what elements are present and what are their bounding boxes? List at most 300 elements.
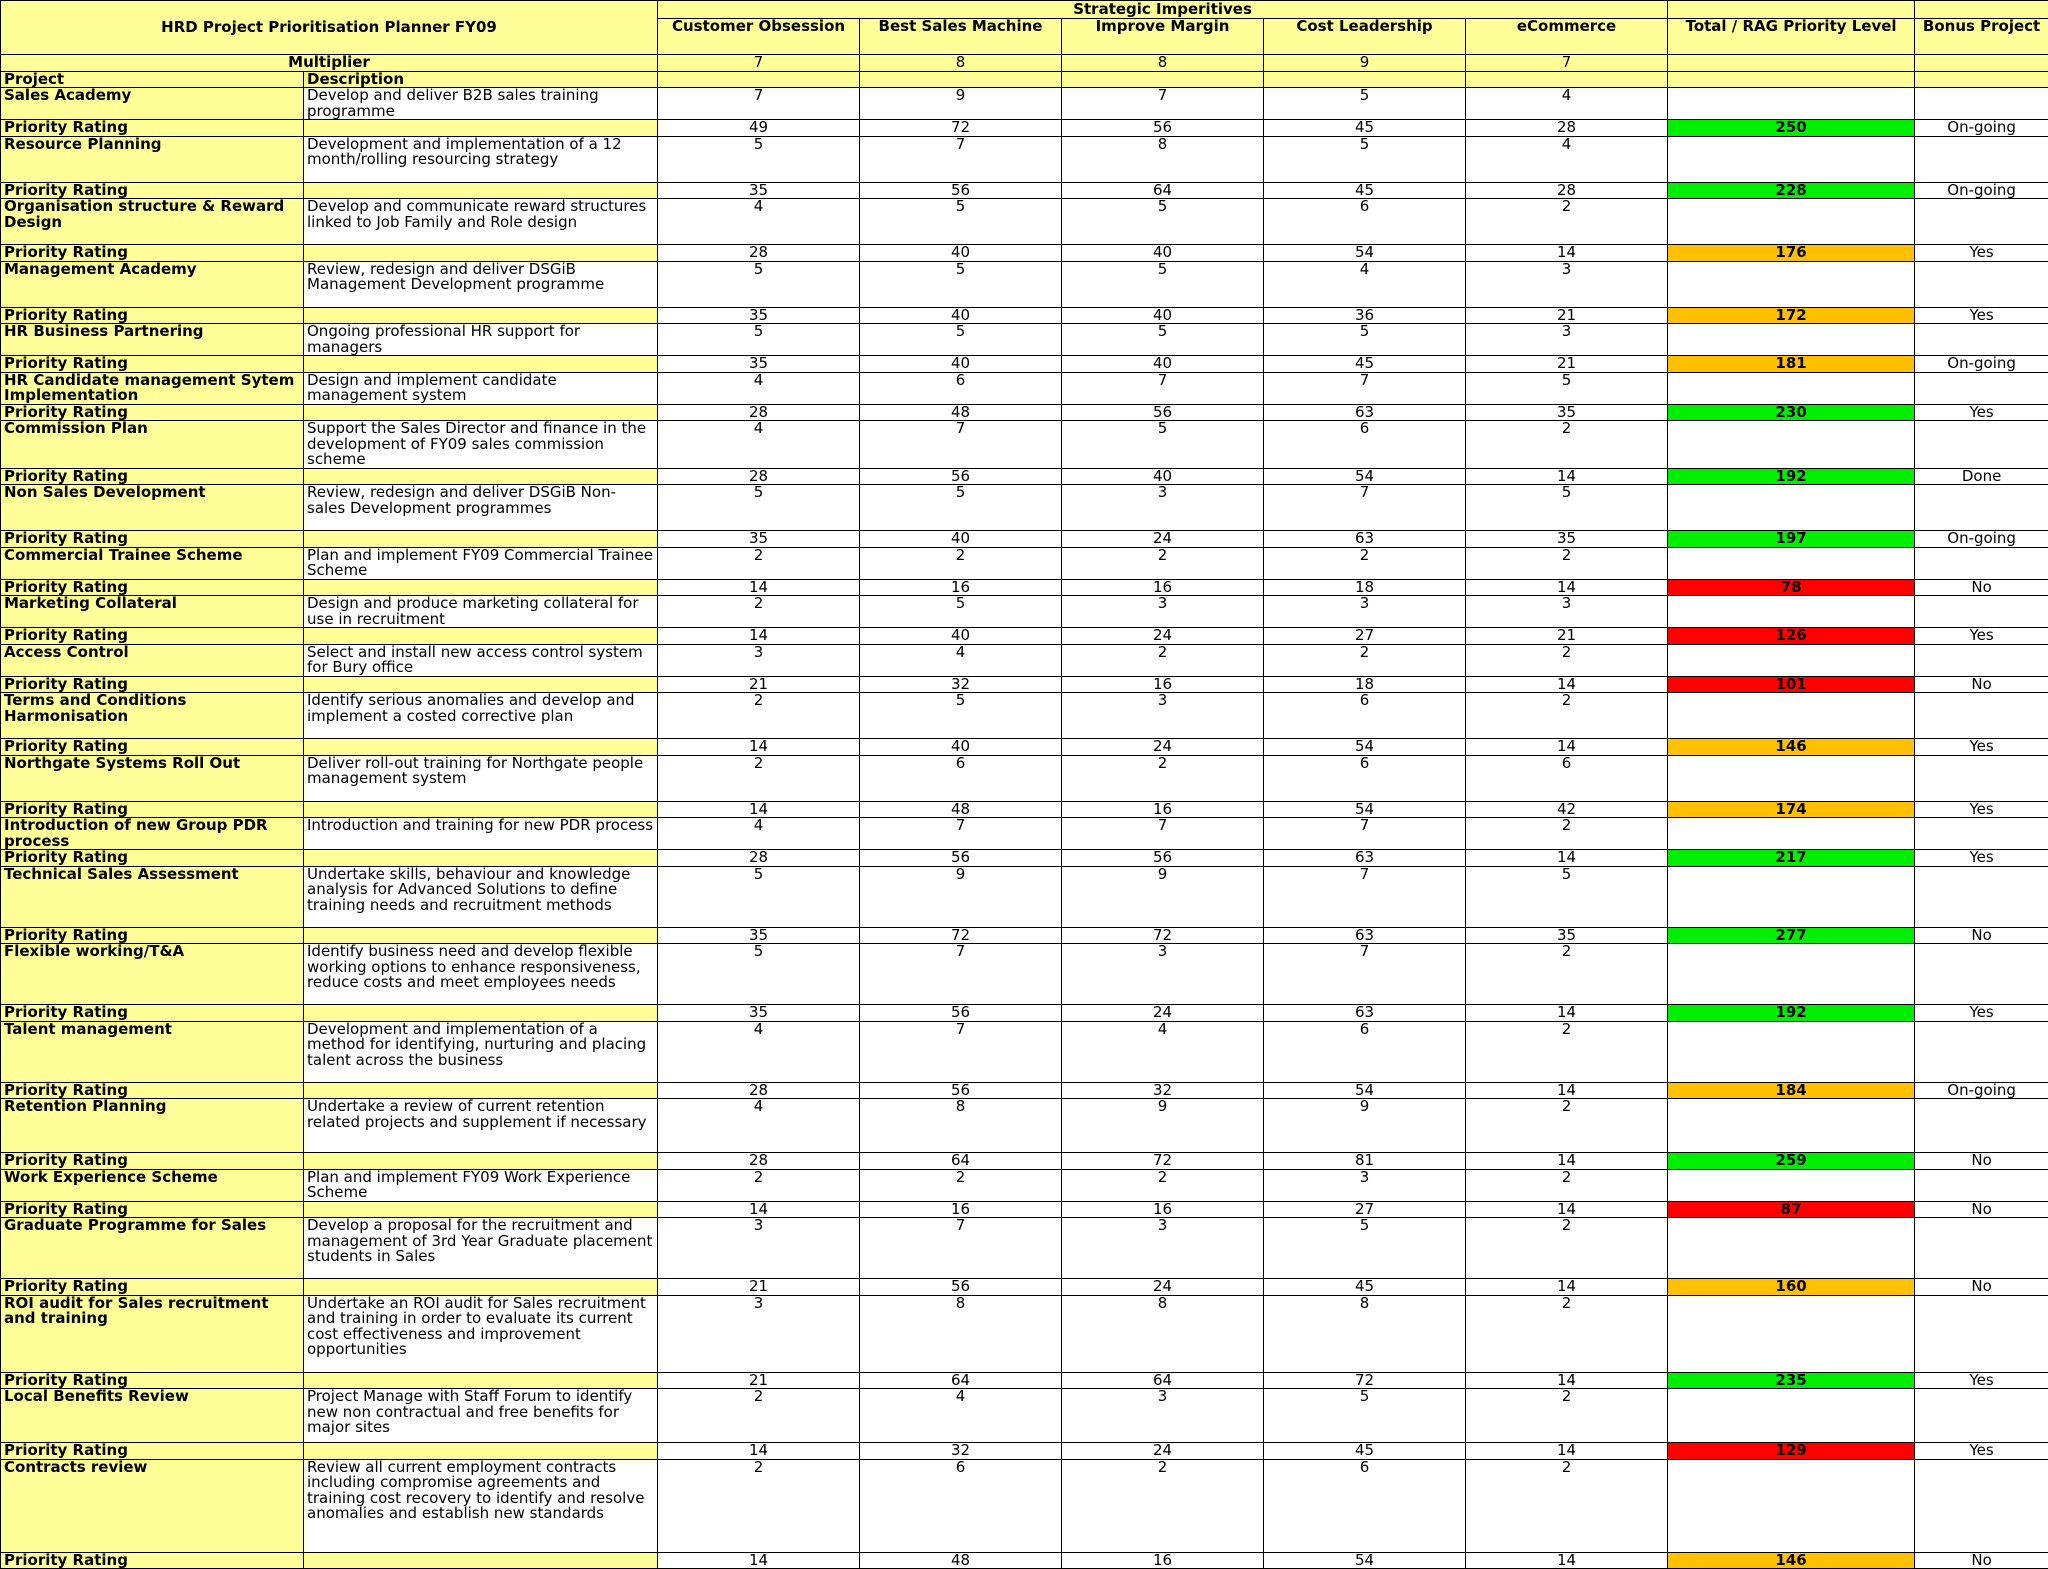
score-cell: 3 (1264, 596, 1466, 628)
rating-cell: 40 (860, 531, 1062, 548)
bonus-status: No (1915, 1201, 2048, 1218)
project-name: Retention Planning (1, 1099, 304, 1153)
blank-cell (1668, 818, 1915, 850)
priority-rating-row (1, 676, 2048, 693)
bonus-status: Yes (1915, 404, 2048, 421)
rag-total: 250 (1668, 120, 1915, 137)
rating-cell: 28 (658, 468, 860, 485)
score-cell: 4 (658, 1021, 860, 1082)
project-name: Technical Sales Assessment (1, 866, 304, 927)
project-name: Graduate Programme for Sales (1, 1218, 304, 1279)
score-cell: 5 (860, 324, 1062, 356)
score-cell: 6 (1264, 421, 1466, 469)
rating-cell: 14 (658, 739, 860, 756)
rating-cell: 14 (1466, 676, 1668, 693)
rating-cell: 48 (860, 801, 1062, 818)
priority-rating-row (1, 120, 2048, 137)
rating-cell: 35 (658, 182, 860, 199)
rag-total: 146 (1668, 739, 1915, 756)
column-header: Improve Margin (1062, 19, 1264, 55)
project-description: Introduction and training for new PDR process (304, 818, 658, 850)
blank-cell (1668, 866, 1915, 927)
priority-rating-label: Priority Rating (1, 1552, 304, 1569)
project-description: Develop and communicate reward structures linked to Job Family and Role design (304, 199, 658, 245)
project-description: Deliver roll-out training for Northgate people management system (304, 755, 658, 801)
priority-rating-row (1, 1552, 2048, 1569)
blank-cell (1915, 1, 2048, 19)
blank-cell (304, 1552, 658, 1569)
priority-rating-row (1, 927, 2048, 944)
priority-rating-label: Priority Rating (1, 579, 304, 596)
blank-cell (1668, 547, 1915, 579)
rating-cell: 16 (860, 1201, 1062, 1218)
multiplier-value: 8 (860, 55, 1062, 72)
rating-cell: 42 (1466, 801, 1668, 818)
project-name: Sales Academy (1, 88, 304, 120)
blank-cell (1915, 1389, 2048, 1443)
bonus-status: Yes (1915, 801, 2048, 818)
score-cell: 9 (860, 88, 1062, 120)
rag-total: 192 (1668, 1005, 1915, 1022)
bonus-status: On-going (1915, 182, 2048, 199)
score-cell: 6 (860, 755, 1062, 801)
priority-rating-row (1, 850, 2048, 867)
blank-cell (304, 579, 658, 596)
score-cell: 5 (1062, 261, 1264, 307)
column-header: Cost Leadership (1264, 19, 1466, 55)
project-name: Work Experience Scheme (1, 1169, 304, 1201)
rating-cell: 40 (1062, 245, 1264, 262)
rating-cell: 14 (1466, 850, 1668, 867)
project-description: Review, redesign and deliver DSGiB Management Development programme (304, 261, 658, 307)
score-cell: 4 (658, 1099, 860, 1153)
score-cell: 7 (860, 1218, 1062, 1279)
rating-cell: 28 (1466, 120, 1668, 137)
blank-cell (1264, 71, 1466, 88)
rating-cell: 54 (1264, 245, 1466, 262)
score-cell: 2 (1466, 693, 1668, 739)
rating-cell: 54 (1264, 739, 1466, 756)
rating-cell: 24 (1062, 1279, 1264, 1296)
blank-cell (1915, 261, 2048, 307)
rating-cell: 35 (1466, 531, 1668, 548)
rating-cell: 14 (1466, 1005, 1668, 1022)
blank-cell (304, 676, 658, 693)
project-description: Develop and deliver B2B sales training programme (304, 88, 658, 120)
priority-rating-label: Priority Rating (1, 120, 304, 137)
score-cell: 2 (1466, 644, 1668, 676)
priority-rating-label: Priority Rating (1, 356, 304, 373)
project-name: HR Candidate management Sytem Implementation (1, 372, 304, 404)
project-row (1, 1295, 2048, 1372)
rating-cell: 28 (1466, 182, 1668, 199)
score-cell: 6 (860, 1459, 1062, 1552)
rating-cell: 16 (860, 579, 1062, 596)
bonus-status: Yes (1915, 739, 2048, 756)
rating-cell: 14 (1466, 468, 1668, 485)
project-row (1, 755, 2048, 801)
rating-cell: 54 (1264, 1082, 1466, 1099)
rating-cell: 21 (658, 676, 860, 693)
blank-cell (1668, 372, 1915, 404)
project-row (1, 1459, 2048, 1552)
project-row (1, 485, 2048, 531)
priority-rating-row (1, 531, 2048, 548)
priority-rating-label: Priority Rating (1, 628, 304, 645)
blank-cell (1668, 944, 1915, 1005)
score-cell: 3 (658, 1295, 860, 1372)
rating-cell: 14 (658, 579, 860, 596)
rating-cell: 40 (860, 307, 1062, 324)
rating-cell: 45 (1264, 1279, 1466, 1296)
score-cell: 3 (1062, 596, 1264, 628)
project-column-label: Project (1, 71, 304, 88)
bonus-status: Yes (1915, 1443, 2048, 1460)
rating-cell: 35 (1466, 404, 1668, 421)
priority-rating-label: Priority Rating (1, 1443, 304, 1460)
rating-cell: 14 (1466, 1153, 1668, 1170)
score-cell: 5 (1062, 421, 1264, 469)
rating-cell: 21 (1466, 307, 1668, 324)
blank-cell (1668, 199, 1915, 245)
blank-cell (1915, 1099, 2048, 1153)
priority-rating-row (1, 182, 2048, 199)
score-cell: 5 (658, 324, 860, 356)
bonus-status: No (1915, 1552, 2048, 1569)
priority-rating-row (1, 245, 2048, 262)
priority-rating-row (1, 1201, 2048, 1218)
rating-cell: 27 (1264, 1201, 1466, 1218)
rating-cell: 48 (860, 1552, 1062, 1569)
score-cell: 5 (860, 199, 1062, 245)
score-cell: 6 (1264, 755, 1466, 801)
blank-cell (1668, 755, 1915, 801)
rating-cell: 35 (658, 927, 860, 944)
sheet-title: HRD Project Prioritisation Planner FY09 (1, 1, 658, 55)
score-cell: 6 (1264, 1021, 1466, 1082)
score-cell: 9 (1062, 1099, 1264, 1153)
project-description: Plan and implement FY09 Commercial Trainee Scheme (304, 547, 658, 579)
blank-cell (1466, 71, 1668, 88)
priority-rating-label: Priority Rating (1, 801, 304, 818)
column-header: Best Sales Machine (860, 19, 1062, 55)
score-cell: 3 (1062, 1218, 1264, 1279)
project-row (1, 1169, 2048, 1201)
blank-cell (1915, 372, 2048, 404)
rating-cell: 32 (860, 676, 1062, 693)
priority-rating-row (1, 628, 2048, 645)
project-name: Talent management (1, 1021, 304, 1082)
score-cell: 2 (1466, 199, 1668, 245)
priority-rating-row (1, 1082, 2048, 1099)
blank-cell (1668, 88, 1915, 120)
bonus-status: No (1915, 1279, 2048, 1296)
priority-rating-row (1, 1005, 2048, 1022)
priority-rating-label: Priority Rating (1, 1005, 304, 1022)
rating-cell: 72 (860, 927, 1062, 944)
score-cell: 4 (658, 199, 860, 245)
blank-cell (1668, 1295, 1915, 1372)
score-cell: 2 (1466, 1169, 1668, 1201)
multiplier-value: 8 (1062, 55, 1264, 72)
project-name: Contracts review (1, 1459, 304, 1552)
rag-total: 87 (1668, 1201, 1915, 1218)
blank-cell (304, 404, 658, 421)
rating-cell: 16 (1062, 676, 1264, 693)
rag-total: 192 (1668, 468, 1915, 485)
score-cell: 4 (1466, 88, 1668, 120)
project-description: Development and implementation of a method for identifying, nurturing and placing talent across the business (304, 1021, 658, 1082)
rating-cell: 16 (1062, 801, 1264, 818)
blank-cell (304, 1372, 658, 1389)
rating-cell: 28 (658, 404, 860, 421)
rating-cell: 45 (1264, 182, 1466, 199)
blank-cell (1668, 596, 1915, 628)
score-cell: 7 (860, 944, 1062, 1005)
blank-cell (304, 468, 658, 485)
rating-cell: 72 (1062, 927, 1264, 944)
project-row (1, 866, 2048, 927)
blank-cell (1668, 55, 1915, 72)
rating-cell: 32 (860, 1443, 1062, 1460)
score-cell: 2 (860, 547, 1062, 579)
column-header: Customer Obsession (658, 19, 860, 55)
rating-cell: 16 (1062, 1201, 1264, 1218)
blank-cell (1668, 261, 1915, 307)
project-description: Plan and implement FY09 Work Experience Scheme (304, 1169, 658, 1201)
project-description: Select and install new access control system for Bury office (304, 644, 658, 676)
rating-cell: 14 (658, 628, 860, 645)
project-row (1, 547, 2048, 579)
blank-cell (658, 71, 860, 88)
blank-cell (1915, 1218, 2048, 1279)
priority-rating-row (1, 801, 2048, 818)
rating-cell: 24 (1062, 531, 1264, 548)
blank-cell (1668, 644, 1915, 676)
rating-cell: 63 (1264, 927, 1466, 944)
blank-cell (1668, 421, 1915, 469)
score-cell: 3 (1062, 485, 1264, 531)
score-cell: 5 (1466, 866, 1668, 927)
priority-rating-row (1, 739, 2048, 756)
rating-cell: 32 (1062, 1082, 1264, 1099)
rating-cell: 28 (658, 1082, 860, 1099)
bonus-status: Yes (1915, 1372, 2048, 1389)
rating-cell: 40 (860, 356, 1062, 373)
rating-cell: 28 (658, 1153, 860, 1170)
project-row (1, 261, 2048, 307)
rating-cell: 16 (1062, 579, 1264, 596)
rating-cell: 21 (1466, 356, 1668, 373)
score-cell: 4 (658, 421, 860, 469)
score-cell: 7 (860, 1021, 1062, 1082)
score-cell: 5 (658, 485, 860, 531)
priority-rating-row (1, 356, 2048, 373)
rating-cell: 40 (860, 245, 1062, 262)
rating-cell: 64 (860, 1372, 1062, 1389)
rating-cell: 63 (1264, 850, 1466, 867)
priority-rating-label: Priority Rating (1, 1153, 304, 1170)
blank-cell (1668, 1, 1915, 19)
blank-cell (1915, 596, 2048, 628)
blank-cell (1668, 1218, 1915, 1279)
rag-total: 235 (1668, 1372, 1915, 1389)
project-description: Develop a proposal for the recruitment and management of 3rd Year Graduate placement students in Sales (304, 1218, 658, 1279)
bonus-status: On-going (1915, 531, 2048, 548)
priority-rating-row (1, 1372, 2048, 1389)
score-cell: 8 (1062, 1295, 1264, 1372)
project-row (1, 372, 2048, 404)
total-header: Total / RAG Priority Level (1668, 19, 1915, 55)
strategic-imperatives-header: Strategic Imperitives (658, 1, 1668, 19)
multiplier-value: 7 (1466, 55, 1668, 72)
rag-total: 230 (1668, 404, 1915, 421)
score-cell: 6 (1264, 1459, 1466, 1552)
score-cell: 5 (1264, 324, 1466, 356)
score-cell: 5 (658, 261, 860, 307)
blank-cell (1915, 644, 2048, 676)
score-cell: 2 (658, 547, 860, 579)
blank-cell (304, 850, 658, 867)
bonus-status: No (1915, 927, 2048, 944)
score-cell: 5 (658, 866, 860, 927)
rating-cell: 56 (860, 1082, 1062, 1099)
rag-total: 174 (1668, 801, 1915, 818)
project-description: Undertake skills, behaviour and knowledge analysis for Advanced Solutions to define training needs and recruitment methods (304, 866, 658, 927)
blank-cell (1915, 136, 2048, 182)
score-cell: 7 (658, 88, 860, 120)
priority-rating-row (1, 307, 2048, 324)
score-cell: 3 (658, 644, 860, 676)
score-cell: 5 (860, 485, 1062, 531)
rating-cell: 18 (1264, 676, 1466, 693)
score-cell: 2 (658, 596, 860, 628)
blank-cell (304, 628, 658, 645)
score-cell: 2 (658, 755, 860, 801)
project-description: Identify business need and develop flexible working options to enhance responsiveness, reduce costs and meet employees needs (304, 944, 658, 1005)
score-cell: 2 (658, 693, 860, 739)
score-cell: 3 (1264, 1169, 1466, 1201)
rating-cell: 45 (1264, 120, 1466, 137)
blank-cell (1915, 485, 2048, 531)
rating-cell: 35 (658, 531, 860, 548)
score-cell: 4 (1466, 136, 1668, 182)
rating-cell: 40 (860, 739, 1062, 756)
project-row (1, 1021, 2048, 1082)
score-cell: 2 (1466, 1021, 1668, 1082)
priority-rating-label: Priority Rating (1, 850, 304, 867)
priority-rating-label: Priority Rating (1, 531, 304, 548)
blank-cell (1915, 818, 2048, 850)
bonus-status: Yes (1915, 307, 2048, 324)
score-cell: 2 (1466, 1099, 1668, 1153)
rating-cell: 36 (1264, 307, 1466, 324)
rating-cell: 35 (1466, 927, 1668, 944)
bonus-status: Yes (1915, 850, 2048, 867)
blank-cell (1915, 88, 2048, 120)
project-description: Undertake a review of current retention related projects and supplement if necessary (304, 1099, 658, 1153)
priority-rating-label: Priority Rating (1, 676, 304, 693)
score-cell: 2 (1466, 1459, 1668, 1552)
project-name: ROI audit for Sales recruitment and training (1, 1295, 304, 1372)
score-cell: 3 (1062, 1389, 1264, 1443)
blank-cell (1668, 1099, 1915, 1153)
score-cell: 5 (1264, 1389, 1466, 1443)
blank-cell (1915, 944, 2048, 1005)
rating-cell: 16 (1062, 1552, 1264, 1569)
column-header: eCommerce (1466, 19, 1668, 55)
score-cell: 4 (860, 1389, 1062, 1443)
rag-total: 172 (1668, 307, 1915, 324)
priority-rating-label: Priority Rating (1, 182, 304, 199)
blank-cell (304, 356, 658, 373)
rating-cell: 28 (658, 245, 860, 262)
project-row (1, 136, 2048, 182)
priority-rating-label: Priority Rating (1, 1372, 304, 1389)
project-name: Non Sales Development (1, 485, 304, 531)
score-cell: 7 (1264, 818, 1466, 850)
bonus-status: Done (1915, 468, 2048, 485)
priority-rating-row (1, 404, 2048, 421)
score-cell: 2 (1062, 1169, 1264, 1201)
rag-total: 129 (1668, 1443, 1915, 1460)
rating-cell: 40 (1062, 356, 1264, 373)
bonus-status: No (1915, 579, 2048, 596)
score-cell: 5 (860, 596, 1062, 628)
score-cell: 4 (1264, 261, 1466, 307)
priority-rating-label: Priority Rating (1, 245, 304, 262)
score-cell: 2 (860, 1169, 1062, 1201)
project-row (1, 693, 2048, 739)
rag-total: 146 (1668, 1552, 1915, 1569)
priority-rating-label: Priority Rating (1, 1279, 304, 1296)
rag-total: 181 (1668, 356, 1915, 373)
project-name: Introduction of new Group PDR process (1, 818, 304, 850)
multiplier-label: Multiplier (1, 55, 658, 72)
score-cell: 6 (860, 372, 1062, 404)
blank-cell (304, 307, 658, 324)
rating-cell: 49 (658, 120, 860, 137)
priority-rating-row (1, 1443, 2048, 1460)
project-name: Flexible working/T&A (1, 944, 304, 1005)
blank-cell (1915, 1169, 2048, 1201)
project-name: Terms and Conditions Harmonisation (1, 693, 304, 739)
bonus-status: On-going (1915, 356, 2048, 373)
project-row (1, 1099, 2048, 1153)
project-description: Ongoing professional HR support for managers (304, 324, 658, 356)
score-cell: 2 (1264, 644, 1466, 676)
blank-cell (304, 1153, 658, 1170)
rating-cell: 64 (1062, 1372, 1264, 1389)
description-column-label: Description (304, 71, 658, 88)
score-cell: 7 (1062, 88, 1264, 120)
priority-rating-row (1, 1279, 2048, 1296)
blank-cell (1915, 55, 2048, 72)
priority-rating-label: Priority Rating (1, 307, 304, 324)
rating-cell: 21 (658, 1372, 860, 1389)
score-cell: 7 (1062, 818, 1264, 850)
project-row (1, 818, 2048, 850)
blank-cell (304, 1443, 658, 1460)
bonus-header: Bonus Project (1915, 19, 2048, 55)
rating-cell: 56 (860, 182, 1062, 199)
rating-cell: 40 (1062, 468, 1264, 485)
rating-cell: 28 (658, 850, 860, 867)
project-description: Identify serious anomalies and develop and implement a costed corrective plan (304, 693, 658, 739)
rating-cell: 24 (1062, 628, 1264, 645)
score-cell: 7 (860, 136, 1062, 182)
rag-total: 160 (1668, 1279, 1915, 1296)
